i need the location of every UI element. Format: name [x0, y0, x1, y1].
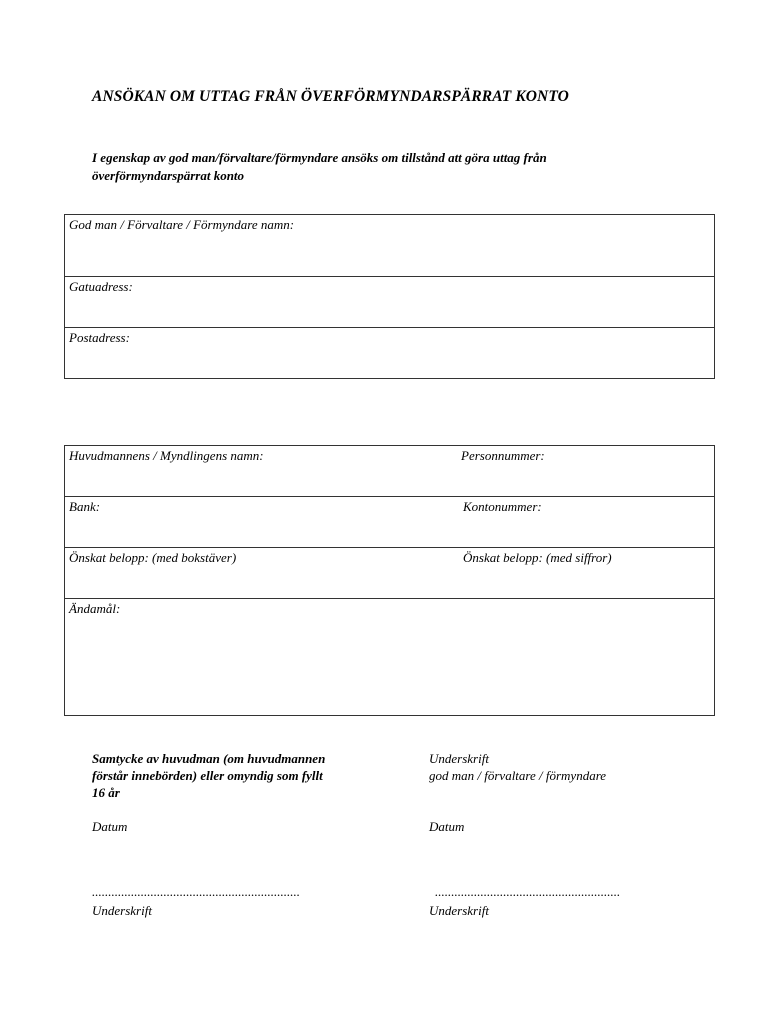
consent-date-label: Datum	[92, 819, 128, 834]
intro-line-1: I egenskap av god man/förvaltare/förmyndare ansöks om tillstånd att göra uttag från	[92, 150, 547, 165]
account-number-label: Kontonummer:	[463, 499, 542, 514]
principal-box	[64, 445, 715, 716]
amount-row[interactable]	[65, 548, 714, 599]
consent-heading-line-3: 16 år	[92, 785, 120, 800]
postal-address-label: Postadress:	[69, 330, 130, 345]
form-title: ANSÖKAN OM UTTAG FRÅN ÖVERFÖRMYNDARSPÄRRAT KONTO	[92, 88, 569, 105]
postal-address-field[interactable]	[65, 328, 714, 378]
applicant-name-label: God man / Förvaltare / Förmyndare namn:	[69, 217, 295, 232]
ssn-label: Personnummer:	[461, 448, 545, 463]
guardian-heading	[429, 750, 729, 784]
consent-heading-line-1: Samtycke av huvudman (om huvudmannen	[92, 751, 326, 766]
applicant-box	[64, 214, 715, 379]
principal-name-label: Huvudmannens / Myndlingens namn:	[69, 448, 264, 463]
form-intro	[92, 149, 692, 185]
applicant-name-field[interactable]	[65, 215, 714, 277]
principal-name-row[interactable]	[65, 446, 714, 497]
bank-row[interactable]	[65, 497, 714, 548]
street-address-field[interactable]	[65, 277, 714, 328]
purpose-field[interactable]	[65, 599, 714, 715]
guardian-signature-line[interactable]: .........................................................	[435, 884, 621, 899]
guardian-heading-line-2: god man / förvaltare / förmyndare	[429, 768, 607, 783]
consent-heading-line-2: förstår innebörden) eller omyndig som fyllt	[92, 768, 323, 783]
guardian-signature-label: Underskrift	[429, 903, 489, 918]
purpose-label: Ändamål:	[69, 601, 121, 616]
intro-line-2: överförmyndarspärrat konto	[92, 168, 245, 183]
guardian-date-label: Datum	[429, 819, 465, 834]
amount-words-label: Önskat belopp: (med bokstäver)	[69, 550, 237, 565]
amount-digits-label: Önskat belopp: (med siffror)	[463, 550, 612, 565]
consent-heading	[92, 750, 392, 801]
guardian-heading-line-1: Underskrift	[429, 751, 489, 766]
bank-label: Bank:	[69, 499, 101, 514]
consent-signature-label: Underskrift	[92, 903, 152, 918]
consent-signature-line[interactable]: ................................................................	[92, 884, 300, 899]
street-address-label: Gatuadress:	[69, 279, 133, 294]
